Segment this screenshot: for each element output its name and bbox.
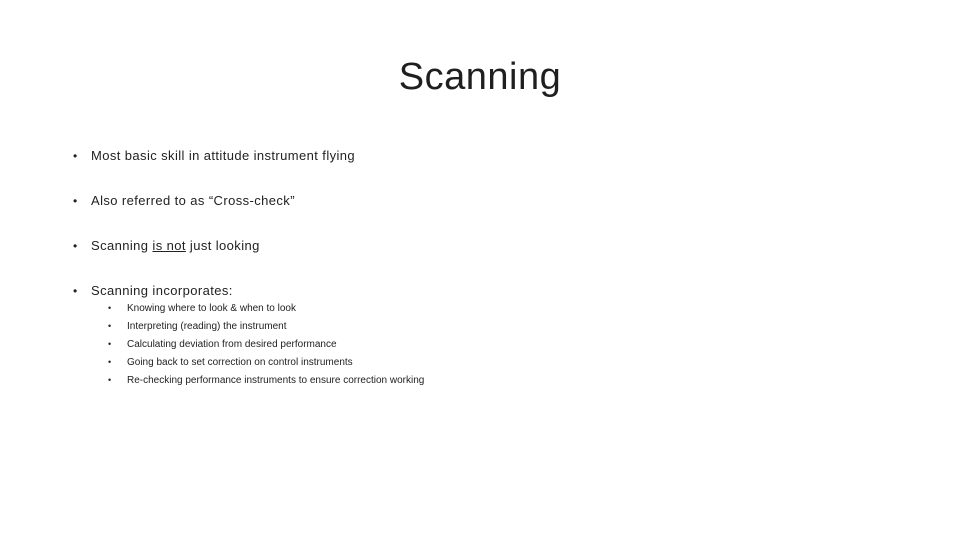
sub-bullet-text: Going back to set correction on control instruments xyxy=(127,357,353,368)
bullet-text: Scanning incorporates: xyxy=(91,283,233,298)
bullet-marker: • xyxy=(108,375,112,385)
sub-bullet-item xyxy=(108,303,424,321)
bullet-item xyxy=(73,283,233,298)
sub-bullet-item xyxy=(108,375,424,393)
bullet-marker: • xyxy=(108,321,112,331)
bullet-marker: • xyxy=(73,194,78,208)
bullet-text: Also referred to as “Cross-check” xyxy=(91,193,295,208)
bullet-text-emphasis: is not xyxy=(152,238,186,253)
bullet-marker: • xyxy=(108,339,112,349)
bullet-marker: • xyxy=(73,149,78,163)
sub-bullet-text: Re-checking performance instruments to ensure correction working xyxy=(127,375,425,386)
bullet-item xyxy=(73,193,295,208)
sub-bullet-item xyxy=(108,321,424,339)
slide-title: Scanning xyxy=(398,56,562,98)
bullet-marker: • xyxy=(108,303,112,313)
bullet-text xyxy=(91,238,260,253)
bullet-text-suffix: just looking xyxy=(185,238,260,253)
bullet-item xyxy=(73,148,355,163)
sub-bullet-text: Interpreting (reading) the instrument xyxy=(127,321,287,332)
sub-bullet-item xyxy=(108,339,424,357)
bullet-marker: • xyxy=(108,357,112,367)
bullet-marker: • xyxy=(73,284,78,298)
sub-bullet-item xyxy=(108,357,424,375)
bullet-marker: • xyxy=(73,239,78,253)
bullet-text-prefix: Scanning xyxy=(91,238,153,253)
sub-bullet-text: Calculating deviation from desired performance xyxy=(127,339,337,350)
sub-bullet-list xyxy=(108,303,424,393)
bullet-item xyxy=(73,238,260,253)
sub-bullet-text: Knowing where to look & when to look xyxy=(127,303,296,314)
bullet-text: Most basic skill in attitude instrument flying xyxy=(91,148,356,163)
